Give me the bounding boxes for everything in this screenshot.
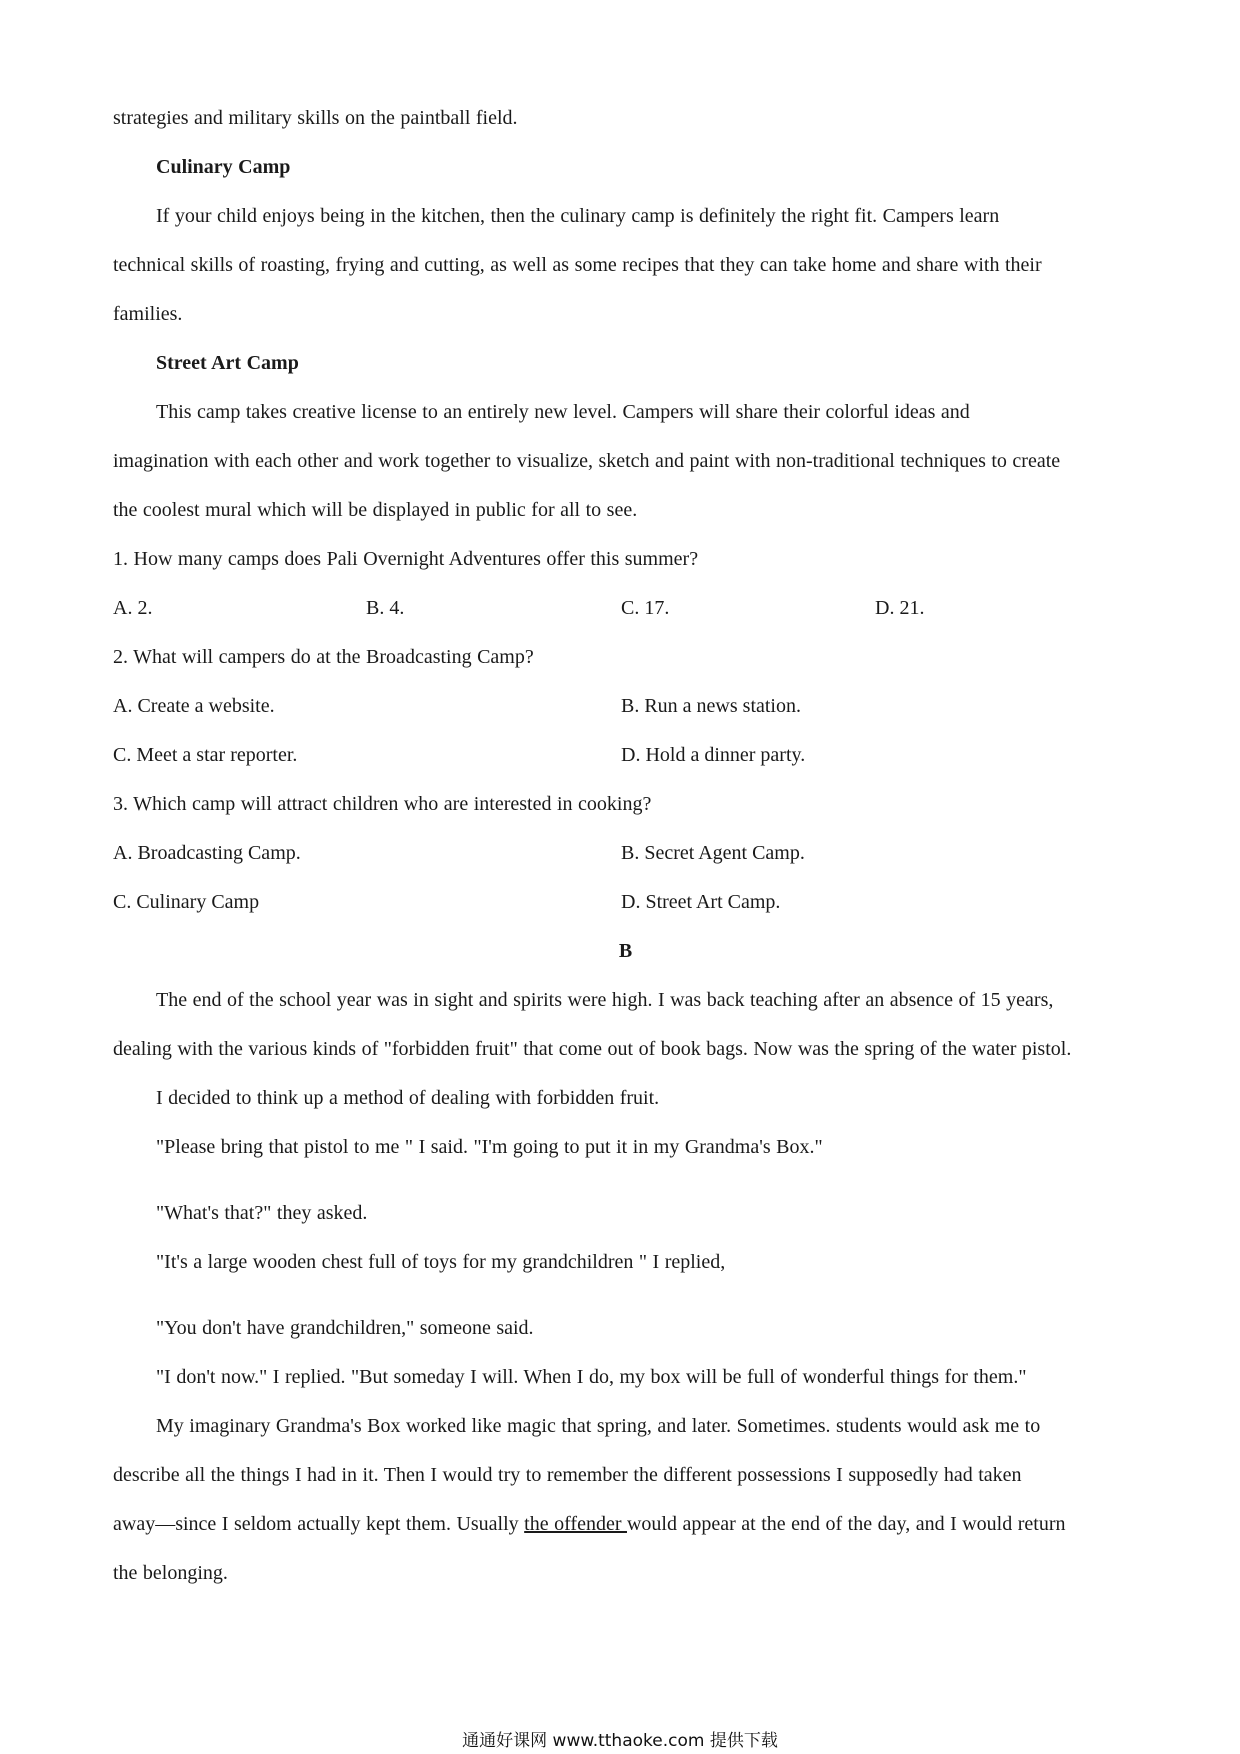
option-d: D. Hold a dinner party. (621, 744, 806, 766)
option-c: C. 17. (621, 597, 670, 619)
passage-b-paragraph-5: "It's a large wooden chest full of toys for my grandchildren " I replied, (156, 1251, 726, 1273)
question-2: 2. What will campers do at the Broadcasting Camp? (113, 646, 534, 668)
question-3-options-row-2 (113, 878, 1138, 927)
passage-b-paragraph-8-line-3 (113, 1500, 1138, 1549)
street-art-text-line-2: imagination with each other and work together to visualize, sketch and paint with non-traditional techniques to create (113, 450, 1061, 472)
footer-watermark: 通通好课网 www.tthaoke.com 提供下载 (462, 1731, 778, 1751)
option-a: A. Create a website. (113, 695, 275, 717)
culinary-text-line-1: If your child enjoys being in the kitchen, then the culinary camp is definitely the right fit. Campers learn (156, 205, 1000, 227)
option-b: B. Run a news station. (621, 695, 801, 717)
passage-b-paragraph-8-line-1: My imaginary Grandma's Box worked like magic that spring, and later. Sometimes. students would ask me to (156, 1415, 1041, 1437)
culinary-text-line-3: families. (113, 303, 183, 325)
document-page (113, 94, 1138, 1598)
option-d: D. 21. (875, 597, 925, 619)
section-heading-b: B (618, 940, 633, 962)
question-1: 1. How many camps does Pali Overnight Adventures offer this summer? (113, 548, 699, 570)
passage-b-line-2: dealing with the various kinds of "forbidden fruit" that come out of book bags. Now was the spring of the water pistol. (113, 1038, 1072, 1060)
option-b: B. Secret Agent Camp. (621, 842, 805, 864)
text-after-underline: would appear at the end of the day, and I would return (626, 1513, 1066, 1535)
option-c: C. Meet a star reporter. (113, 744, 298, 766)
option-b: B. 4. (366, 597, 405, 619)
passage-b-paragraph-4: "What's that?" they asked. (156, 1202, 368, 1224)
section-heading-culinary: Culinary Camp (156, 156, 291, 178)
option-d: D. Street Art Camp. (621, 891, 781, 913)
culinary-text-line-2: technical skills of roasting, frying and cutting, as well as some recipes that they can take home and share with their (113, 254, 1042, 276)
option-a: A. 2. (113, 597, 153, 619)
underlined-phrase: the offender (524, 1513, 627, 1535)
question-2-options-row-1 (113, 682, 1138, 731)
section-heading-street-art: Street Art Camp (156, 352, 299, 374)
question-1-options (113, 584, 1138, 633)
text-before-underline: away—since I seldom actually kept them. Usually (113, 1513, 525, 1535)
question-3: 3. Which camp will attract children who are interested in cooking? (113, 793, 652, 815)
street-art-text-line-1: This camp takes creative license to an entirely new level. Campers will share their colorful ideas and (156, 401, 970, 423)
passage-b-paragraph-3: "Please bring that pistol to me " I said. "I'm going to put it in my Grandma's Box." (156, 1136, 823, 1158)
paragraph-continuation: strategies and military skills on the paintball field. (113, 107, 518, 129)
passage-b-line-1: The end of the school year was in sight and spirits were high. I was back teaching after an absence of 15 years, (156, 989, 1054, 1011)
question-2-options-row-2 (113, 731, 1138, 780)
passage-b-paragraph-8-line-2: describe all the things I had in it. Then I would try to remember the different possessions I supposedly had taken (113, 1464, 1022, 1486)
passage-b-paragraph-6: "You don't have grandchildren," someone said. (156, 1317, 534, 1339)
option-a: A. Broadcasting Camp. (113, 842, 301, 864)
street-art-text-line-3: the coolest mural which will be displayed in public for all to see. (113, 499, 638, 521)
option-c: C. Culinary Camp (113, 891, 260, 913)
passage-b-paragraph-7: "I don't now." I replied. "But someday I will. When I do, my box will be full of wonderful things for them." (156, 1366, 1027, 1388)
passage-b-paragraph-2: I decided to think up a method of dealing with forbidden fruit. (156, 1087, 660, 1109)
question-3-options-row-1 (113, 829, 1138, 878)
passage-b-paragraph-8-line-4: the belonging. (113, 1562, 228, 1584)
